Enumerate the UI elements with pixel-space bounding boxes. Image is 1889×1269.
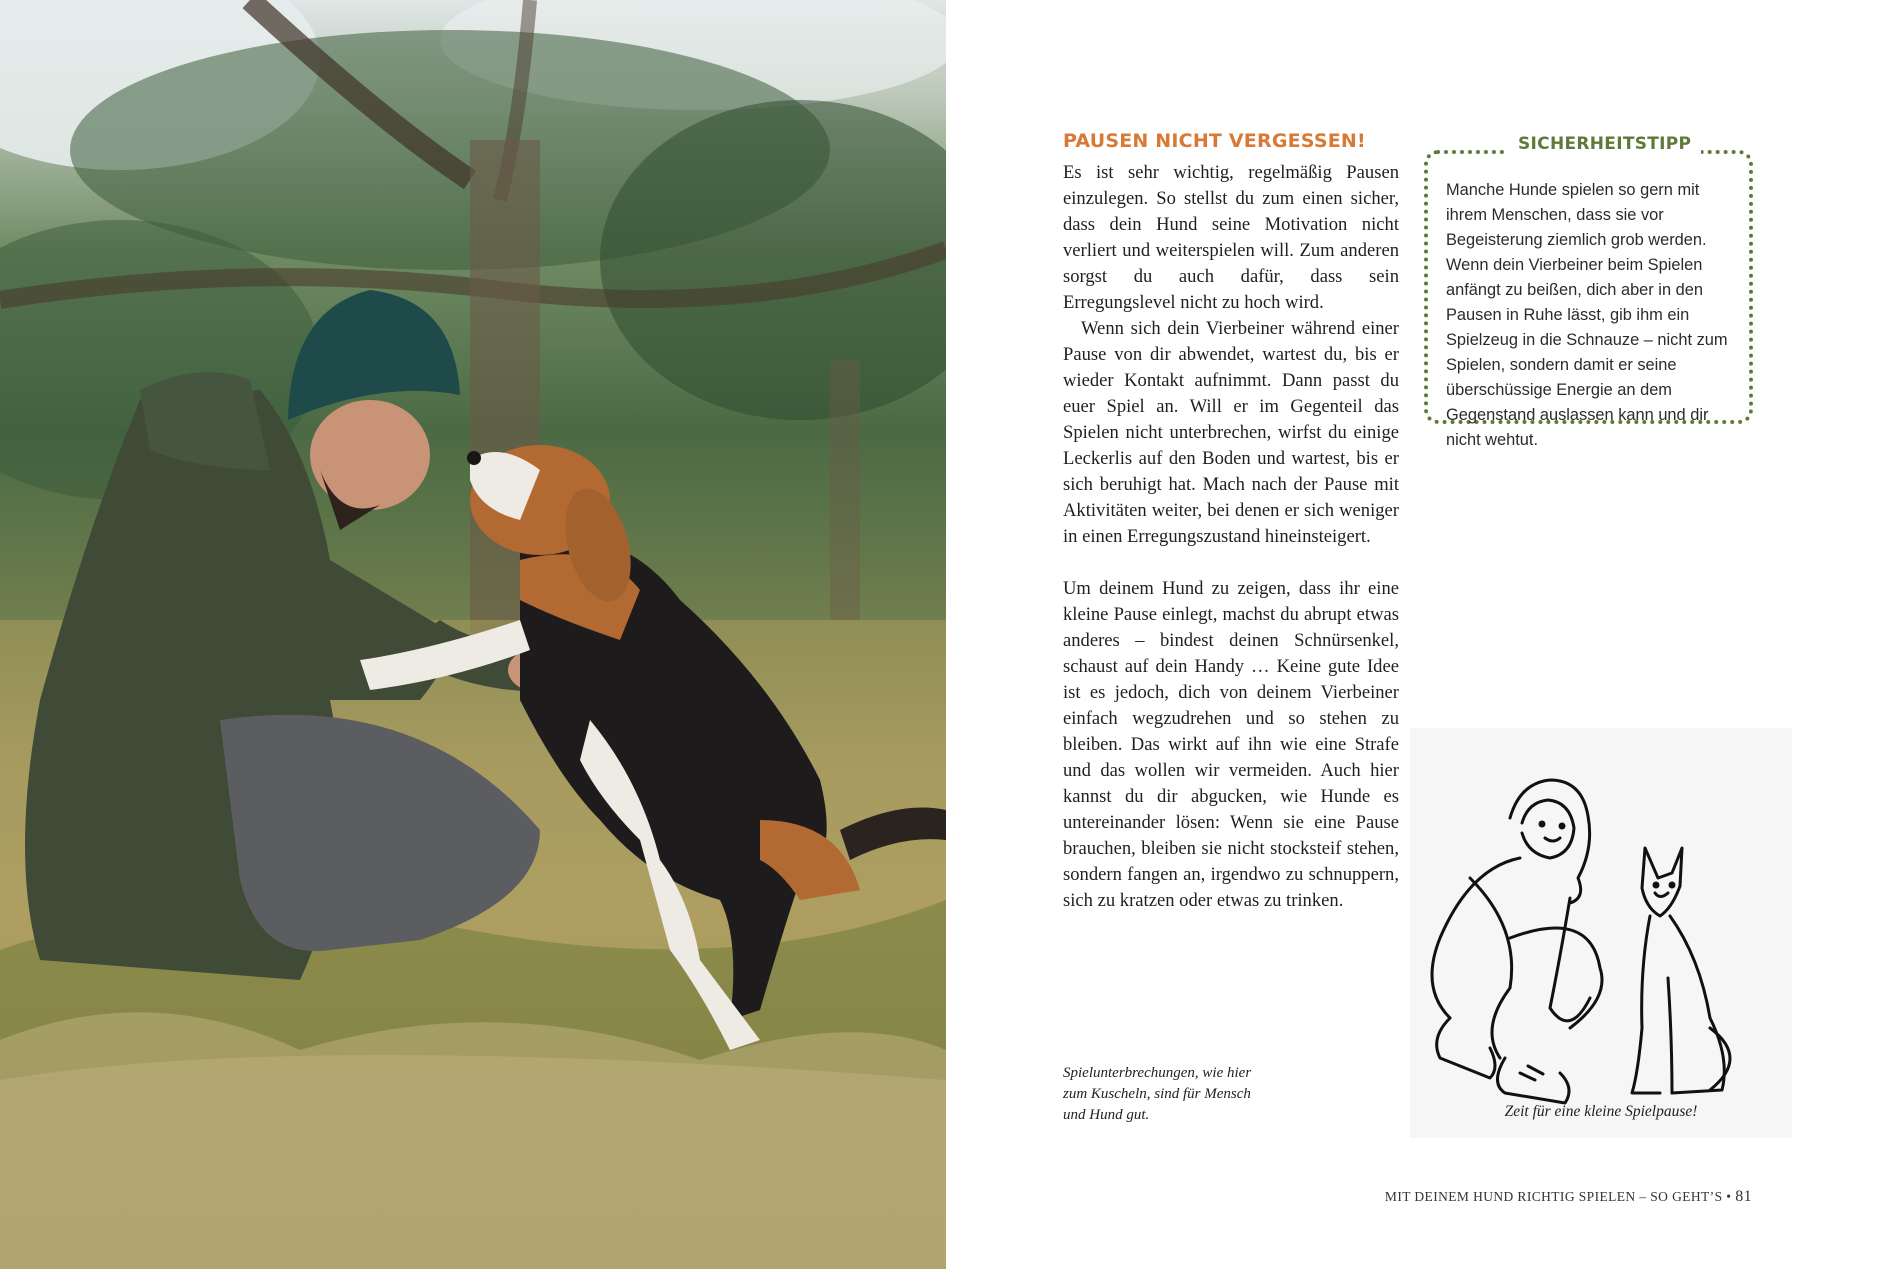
page-number: 81 <box>1735 1188 1752 1205</box>
illustration-panel <box>1410 728 1792 1138</box>
safety-tip-text: Manche Hunde spielen so gern mit ihrem Menschen, dass sie vor Begeisterung ziemlich grob werden. Wenn dein Vierbeiner beim Spielen anfängt zu beißen, dich aber in den Pausen in Ruhe lässt, gib ihm ein Spielzeug in die Schnauze – nicht zum Spielen, sondern damit er seine überschüssige Energie an dem Gegenstand auslassen kann und dir nicht wehtut. <box>1446 181 1728 449</box>
page-footer <box>1385 1188 1752 1206</box>
running-title: MIT DEINEM HUND RICHTIG SPIELEN – SO GEHT’S <box>1384 1189 1723 1204</box>
paragraph-3: Um deinem Hund zu zeigen, dass ihr eine kleine Pause einlegt, machst du abrupt etwas anderes – bindest deinen Schnürsenkel, schaust auf dein Handy … Keine gute Idee ist es jedoch, dich von deinem Vierbeiner einfach wegzudrehen und so stehen zu bleiben. Das wirkt auf ihn wie eine Strafe und das wollen wir vermeiden. Auch hier kannst du dir abgucken, wie Hunde es untereinander lösen: Wenn sie eine Pause brauchen, bleiben sie nicht stocksteif stehen, sondern fangen an, irgendwo zu schnuppern, sich zu kratzen oder etwas zu trinken. <box>1063 578 1399 911</box>
paragraph-2: Wenn sich dein Vierbeiner während einer Pause von dir abwendet, wartest du, bis er wieder Kontakt aufnimmt. Dann passt du euer Spiel an. Will er im Gegenteil das Spielen nicht unterbrechen, wirfst du einige Leckerlis auf den Boden und wartest, bis er sich beruhigt hat. Mach nach der Pause mit Aktivitäten weiter, bei denen er sich weniger in einen Erregungszustand hineinsteigert. <box>1063 318 1399 547</box>
paragraph-1: Es ist sehr wichtig, regelmäßig Pausen einzulegen. So stellst du zum einen sicher, dass dein Hund seine Motivation nicht verliert und weiterspielen will. Zum anderen sorgst du auch dafür, dass sein Erregungslevel nicht zu hoch wird. <box>1063 162 1399 313</box>
woman-and-dog-drawing <box>1410 728 1792 1138</box>
section-heading: PAUSEN NICHT VERGESSEN! <box>1063 130 1366 152</box>
body-text <box>1063 160 1399 914</box>
footer-separator: • <box>1726 1189 1732 1204</box>
photo-caption: Spielunterbrechungen, wie hier zum Kuscheln, sind für Mensch und Hund gut. <box>1063 1065 1252 1123</box>
safety-tip-title: SICHERHEITSTIPP <box>1508 134 1701 154</box>
illustration-caption: Zeit für eine kleine Spielpause! <box>1504 1103 1698 1120</box>
